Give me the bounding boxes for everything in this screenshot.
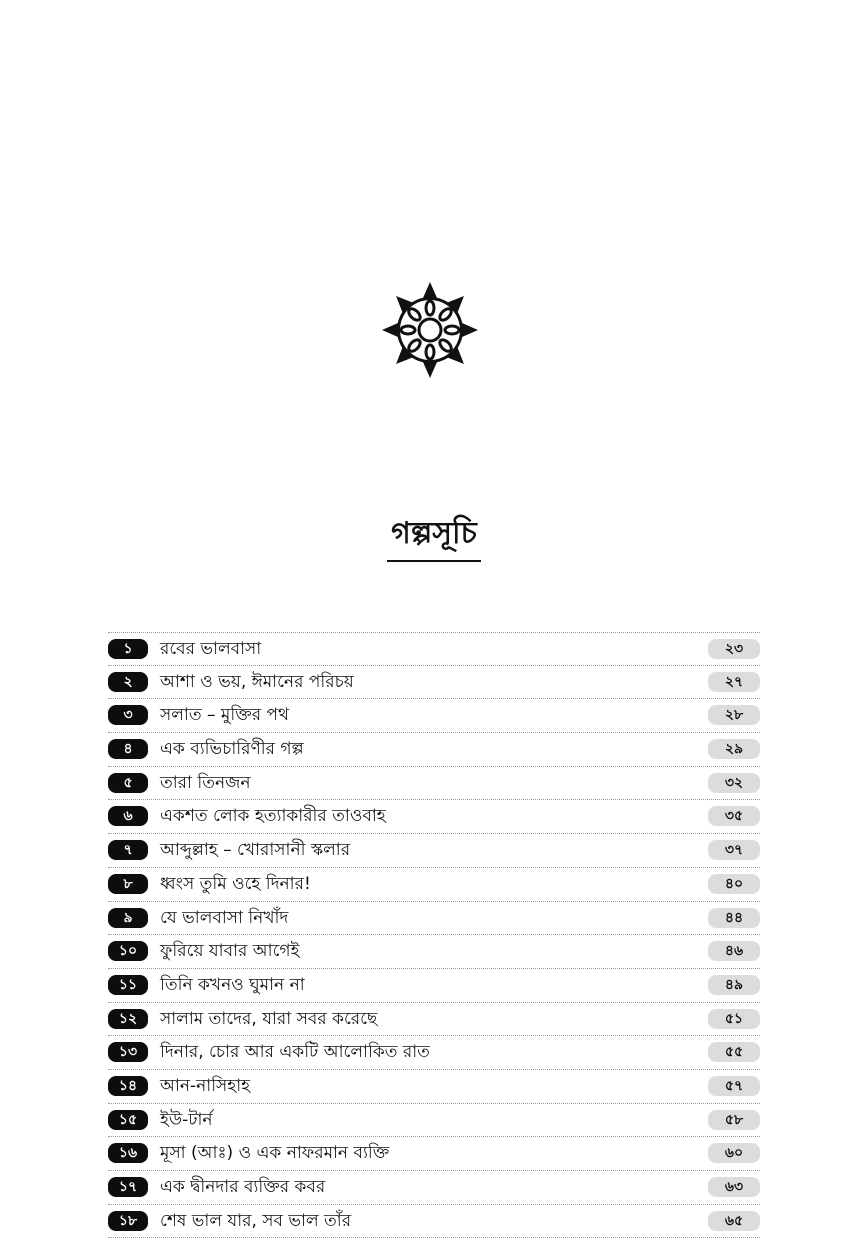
chapter-title: আব্দুল্লাহ – খোরাসানী স্কলার (160, 840, 351, 861)
toc-row[interactable] (108, 902, 760, 936)
chapter-number-badge: ৯ (108, 908, 148, 928)
chapter-number-badge: ১৭ (108, 1177, 148, 1197)
chapter-number-badge: ২ (108, 672, 148, 692)
toc-row[interactable] (108, 632, 760, 666)
toc-row[interactable] (108, 1036, 760, 1070)
chapter-title: ধ্বংস তুমি ওহে দিনার! (160, 873, 311, 894)
chapter-number-badge: ১১ (108, 975, 148, 995)
page-number-badge: ২৯ (708, 739, 760, 759)
toc-row[interactable] (108, 1137, 760, 1171)
chapter-number-badge: ১২ (108, 1009, 148, 1029)
chapter-title: এক ব্যভিচারিণীর গল্প (160, 739, 304, 760)
page-number-badge: ৫৭ (708, 1076, 760, 1096)
chapter-number-badge: ৬ (108, 806, 148, 826)
page-number-badge: ৬৩ (708, 1177, 760, 1197)
chapter-number-badge: ১ (108, 639, 148, 659)
chapter-title: রবের ভালবাসা (160, 639, 262, 659)
toc-row[interactable] (108, 767, 760, 801)
chapter-number-badge: ৪ (108, 739, 148, 759)
toc-row[interactable] (108, 666, 760, 700)
page-title: গল্পসূচি (387, 514, 481, 562)
chapter-title: মূসা (আঃ) ও এক নাফরমান ব্যক্তি (160, 1143, 390, 1164)
chapter-title: সলাত – মুক্তির পথ (160, 705, 290, 726)
chapter-number-badge: ১৪ (108, 1076, 148, 1096)
chapter-title: আন-নাসিহাহ (160, 1075, 251, 1096)
toc-row[interactable] (108, 800, 760, 834)
chapter-number-badge: ১৮ (108, 1211, 148, 1231)
chapter-title: আশা ও ভয়, ঈমানের পরিচয় (160, 671, 354, 692)
page-number-badge: ৩৭ (708, 840, 760, 860)
page-number-badge: ৫৮ (708, 1110, 760, 1130)
chapter-title: এক দ্বীনদার ব্যক্তির কবর (160, 1177, 326, 1197)
star-flower-ornament-icon (380, 280, 480, 380)
page-number-badge: ৫১ (708, 1009, 760, 1029)
chapter-number-badge: ১০ (108, 941, 148, 961)
toc-row[interactable] (108, 1205, 760, 1239)
page-number-badge: ৬৫ (708, 1211, 760, 1231)
chapter-title: একশত লোক হত্যাকারীর তাওবাহ (160, 806, 386, 827)
chapter-title: ইউ-টার্ন (160, 1109, 213, 1130)
toc-row[interactable] (108, 1104, 760, 1138)
title-container (0, 514, 868, 562)
chapter-number-badge: ৮ (108, 874, 148, 894)
chapter-title: যে ভালবাসা নিখাঁদ (160, 907, 289, 928)
chapter-number-badge: ১৬ (108, 1143, 148, 1163)
toc-row[interactable] (108, 868, 760, 902)
page-number-badge: ৪৯ (708, 975, 760, 995)
chapter-number-badge: ৩ (108, 705, 148, 725)
page-number-badge: ৩২ (708, 773, 760, 793)
chapter-title: ফুরিয়ে যাবার আগেই (160, 941, 300, 962)
chapter-title: শেষ ভাল যার, সব ভাল তাঁর (160, 1210, 352, 1231)
chapter-title: দিনার, চোর আর একটি আলোকিত রাত (160, 1042, 430, 1063)
table-of-contents (108, 632, 760, 1238)
page-number-badge: ৪৪ (708, 908, 760, 928)
page-number-badge: ৪০ (708, 874, 760, 894)
toc-row[interactable] (108, 1070, 760, 1104)
page-number-badge: ৩৫ (708, 806, 760, 826)
toc-row[interactable] (108, 935, 760, 969)
chapter-number-badge: ৫ (108, 773, 148, 793)
toc-row[interactable] (108, 699, 760, 733)
chapter-title: সালাম তাদের, যারা সবর করেছে (160, 1008, 378, 1029)
chapter-number-badge: ১৩ (108, 1042, 148, 1062)
chapter-number-badge: ১৫ (108, 1110, 148, 1130)
toc-row[interactable] (108, 1171, 760, 1205)
toc-row[interactable] (108, 969, 760, 1003)
chapter-number-badge: ৭ (108, 840, 148, 860)
page-number-badge: ৪৬ (708, 941, 760, 961)
chapter-title: তিনি কখনও ঘুমান না (160, 974, 305, 995)
page-number-badge: ২৩ (708, 639, 760, 659)
toc-row[interactable] (108, 733, 760, 767)
toc-row[interactable] (108, 834, 760, 868)
chapter-title: তারা তিনজন (160, 772, 251, 793)
page-number-badge: ৫৫ (708, 1042, 760, 1062)
toc-row[interactable] (108, 1003, 760, 1037)
page-number-badge: ২৮ (708, 705, 760, 725)
page-number-badge: ৬০ (708, 1143, 760, 1163)
page-number-badge: ২৭ (708, 672, 760, 692)
